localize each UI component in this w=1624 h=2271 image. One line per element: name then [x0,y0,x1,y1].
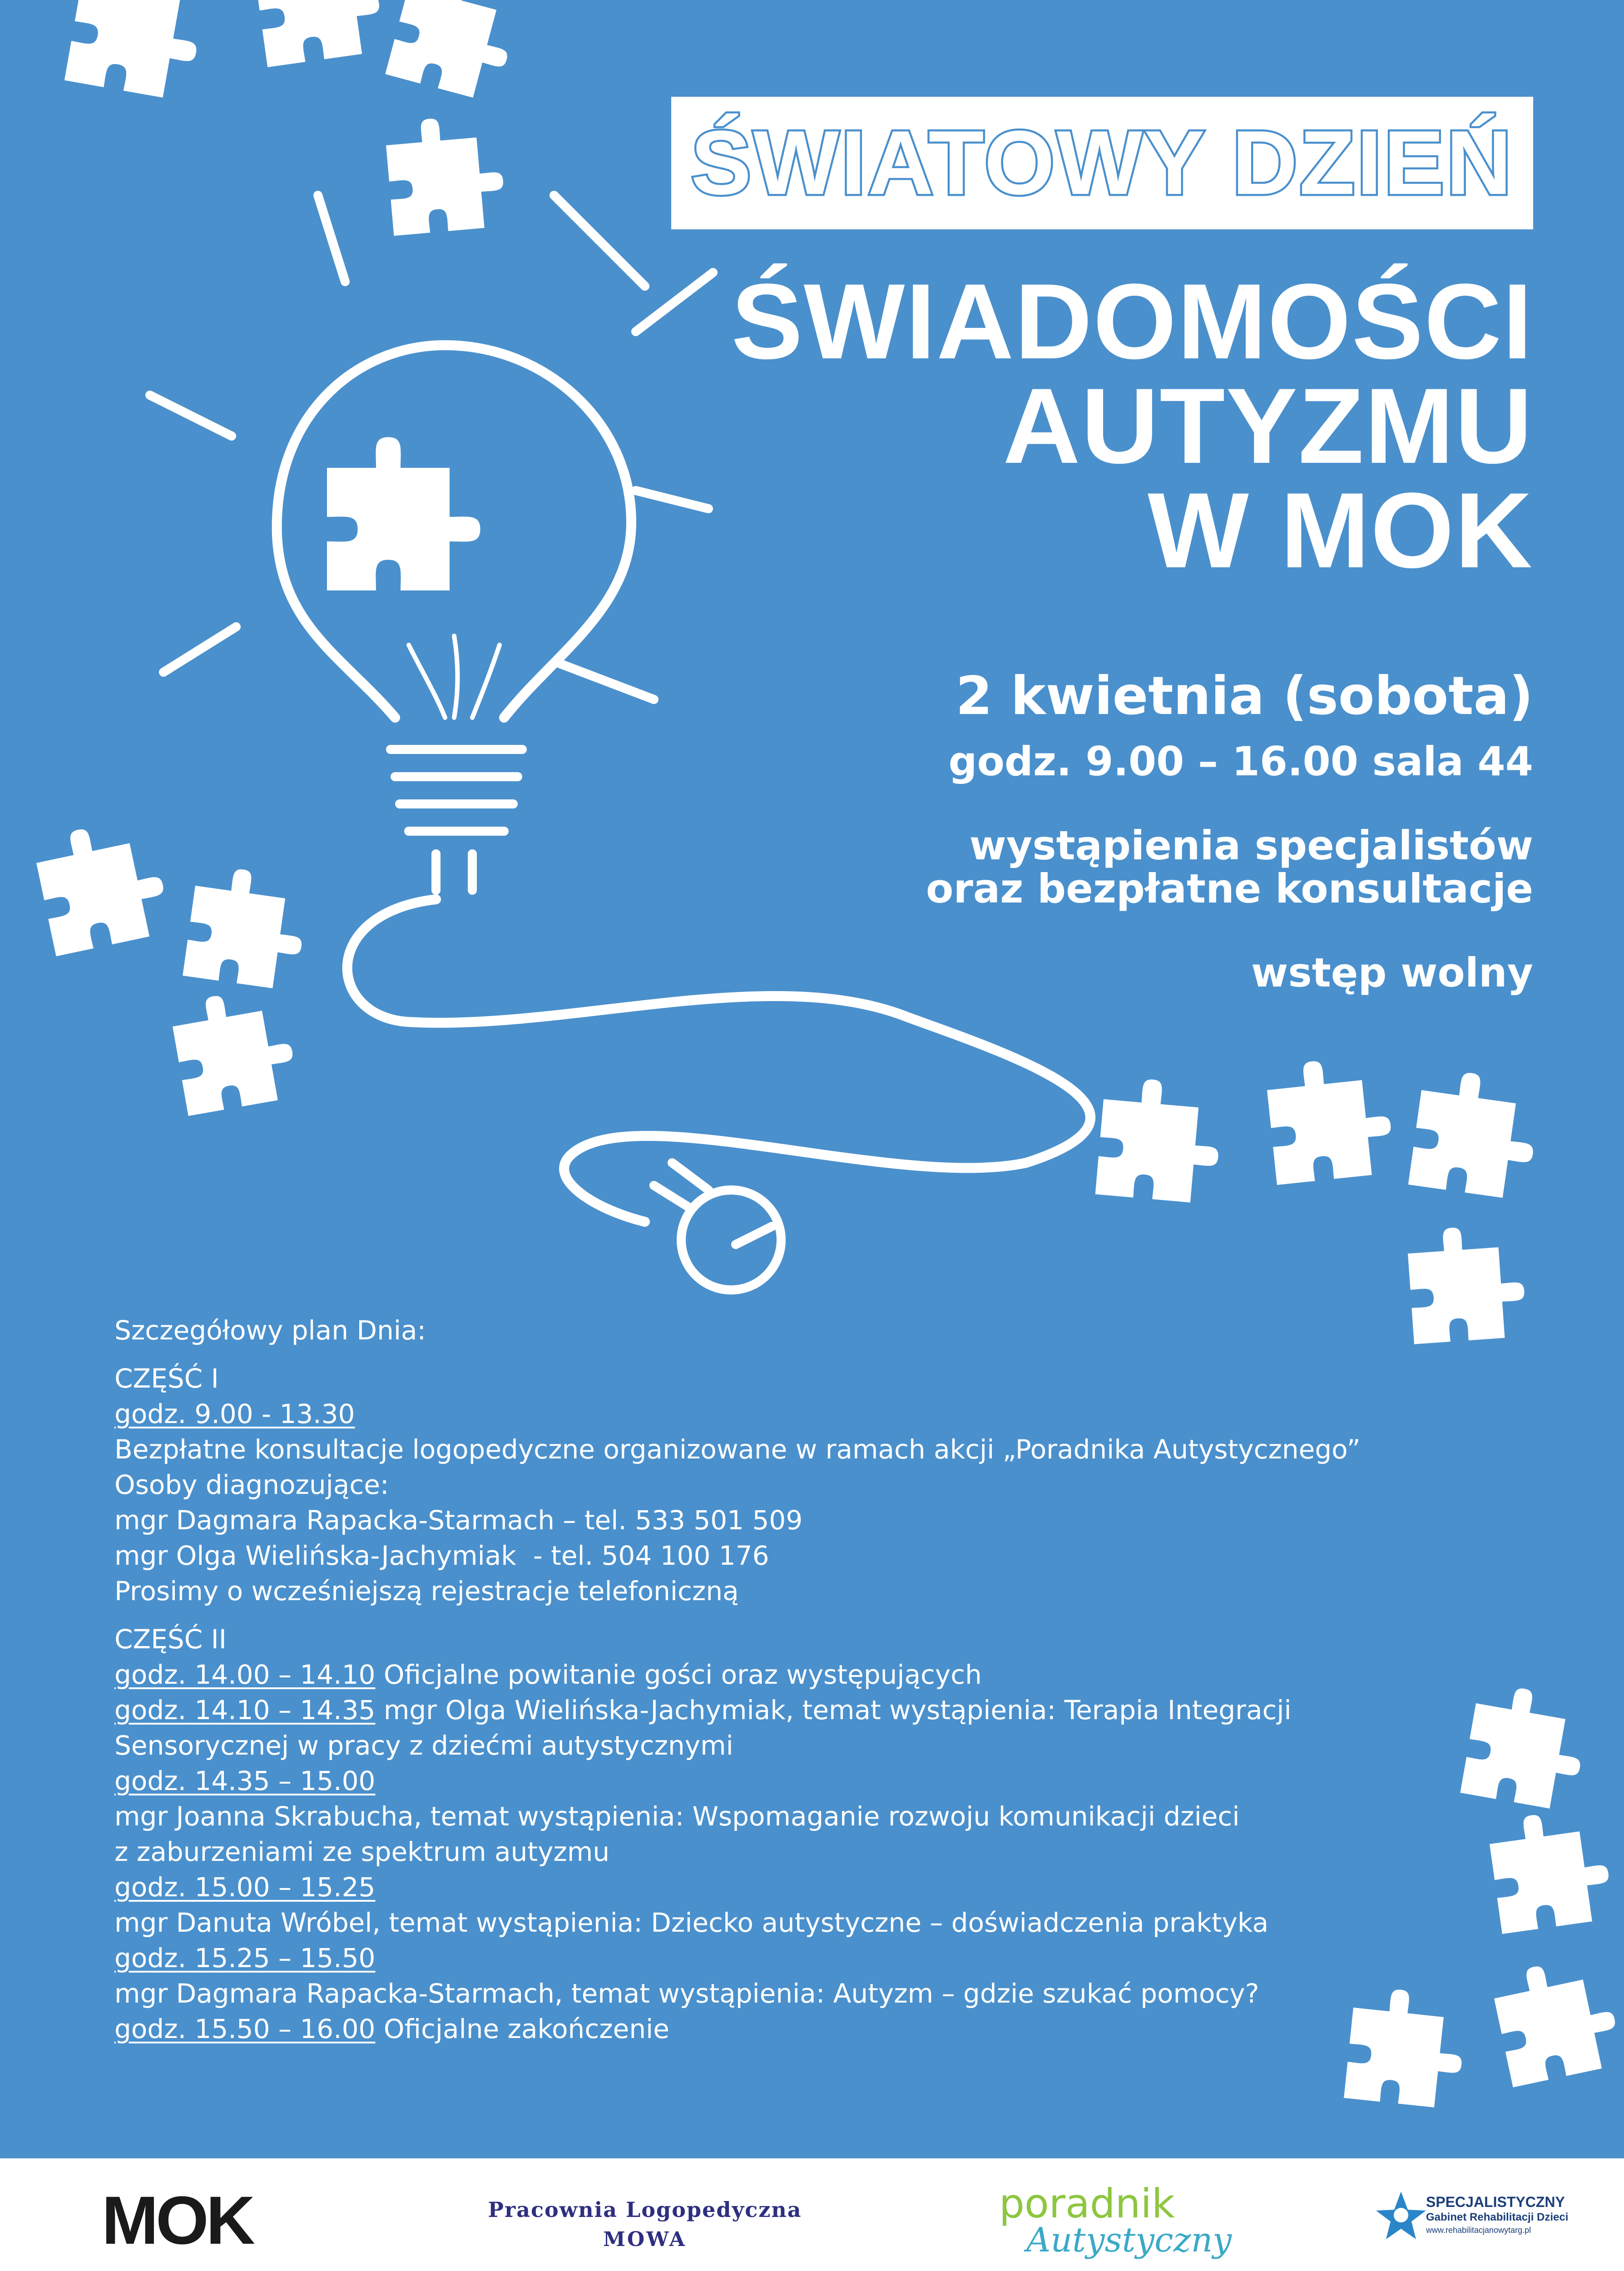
schedule-item-time: godz. 15.25 – 15.50 [114,1943,376,1973]
pracownia-line1: Pracownia Logopedyczna [488,2197,802,2222]
title-line-4: W MOK [1148,471,1533,590]
event-date: 2 kwietnia (sobota) [956,665,1533,727]
puzzle-piece-icon [1486,1806,1614,1934]
page-title: ŚWIATOWY DZIEŃ [691,112,1514,213]
specjalistyczny-line2: Gabinet Rehabilitacji Dzieci [1426,2211,1569,2223]
part1-desc: Bezpłatne konsultacje logopedyczne organizowane w ramach akcji „Poradnika Autystycznego” [114,1434,1361,1465]
event-hours: godz. 9.00 – 16.00 sala 44 [948,738,1533,785]
event-talks-line1: wystąpienia specjalistów [969,822,1533,869]
specjalistyczny-icon [1371,2187,1431,2241]
puzzle-piece-icon [1460,1681,1592,1813]
part1-title: CZĘŚĆ I [114,1363,219,1394]
specjalistyczny-line1: SPECJALISTYCZNY [1426,2194,1565,2210]
part1-note: Prosimy o wcześniejszą rejestracje telefoniczną [114,1576,739,1607]
puzzle-piece-icon [385,0,524,104]
schedule-item [114,2011,1454,2047]
schedule-item-text: Oficjalne powitanie gości oraz występujących [375,1659,982,1690]
part1-diagnosers-label: Osoby diagnozujące: [114,1469,389,1500]
puzzle-piece-icon [384,113,507,236]
puzzle-piece-icon [168,984,300,1116]
schedule-item [114,1692,1454,1728]
schedule-item-text: mgr Olga Wielińska-Jachymiak, temat wystąpienia: Terapia Integracji [375,1695,1292,1726]
schedule-item-time: godz. 15.00 – 15.25 [114,1872,376,1903]
event-entry: wstęp wolny [1251,949,1533,996]
part1-time: godz. 9.00 - 13.30 [114,1398,355,1429]
event-talks-line2: oraz bezpłatne konsultacje [926,865,1533,912]
schedule-item-text: mgr Dagmara Rapacka-Starmach, temat wystąpienia: Autyzm – gdzie szukać pomocy? [114,1978,1259,2009]
puzzle-piece-icon [251,0,386,67]
schedule-item-text: mgr Joanna Skrabucha, temat wystąpienia: Wspomaganie rozwoju komunikacji dzieci [114,1801,1240,1832]
mok-logo-text: MOK [102,2182,253,2257]
puzzle-piece-icon [327,437,480,591]
schedule-item-text: Oficjalne zakończenie [375,2013,669,2044]
schedule-item-text: mgr Danuta Wróbel, temat wystąpienia: Dziecko autystyczne – doświadczenia praktyka [114,1907,1269,1938]
puzzle-piece-icon [183,863,311,991]
schedule-item-time: godz. 15.50 – 16.00 [114,2013,376,2044]
part1-diagnoser-1: mgr Dagmara Rapacka-Starmach – tel. 533 501 509 [114,1505,803,1536]
part2-title: CZĘŚĆ II [114,1624,227,1655]
poradnik-line2: Autystyczny [1026,2221,1232,2260]
mok-logo [102,2180,288,2257]
title-line-3: AUTYZMU [1003,366,1533,486]
schedule-item-time: godz. 14.35 – 15.00 [114,1765,376,1796]
schedule-item-time: godz. 14.10 – 14.35 [114,1695,376,1726]
schedule-heading: Szczegółowy plan Dnia: [114,1315,426,1346]
puzzle-piece-icon [64,0,209,102]
schedule-item-cont: Sensorycznej w pracy z dziećmi autystycznymi [114,1730,733,1761]
pracownia-line2: MOWA [603,2228,687,2251]
title-line-2: ŚWIADOMOŚCI [731,262,1533,382]
part1-diagnoser-2: mgr Olga Wielińska-Jachymiak - tel. 504 100 176 [114,1540,769,1571]
schedule-item-time: godz. 14.00 – 14.10 [114,1659,376,1690]
puzzle-piece-icon [31,815,173,956]
schedule-item [114,1657,1454,1692]
puzzle-piece-icon [1408,1066,1543,1201]
specjalistyczny-line3: www.rehabilitacjanowytarg.pl [1426,2226,1531,2235]
schedule [114,1313,1454,2047]
schedule-item-text: z zaburzeniami ze spektrum autyzmu [114,1836,610,1867]
puzzle-piece-icon [1265,1054,1396,1185]
puzzle-piece-icon [1095,1076,1224,1205]
puzzle-piece-icon [1490,1953,1624,2088]
poradnik-line1: poradnik [999,2180,1175,2227]
